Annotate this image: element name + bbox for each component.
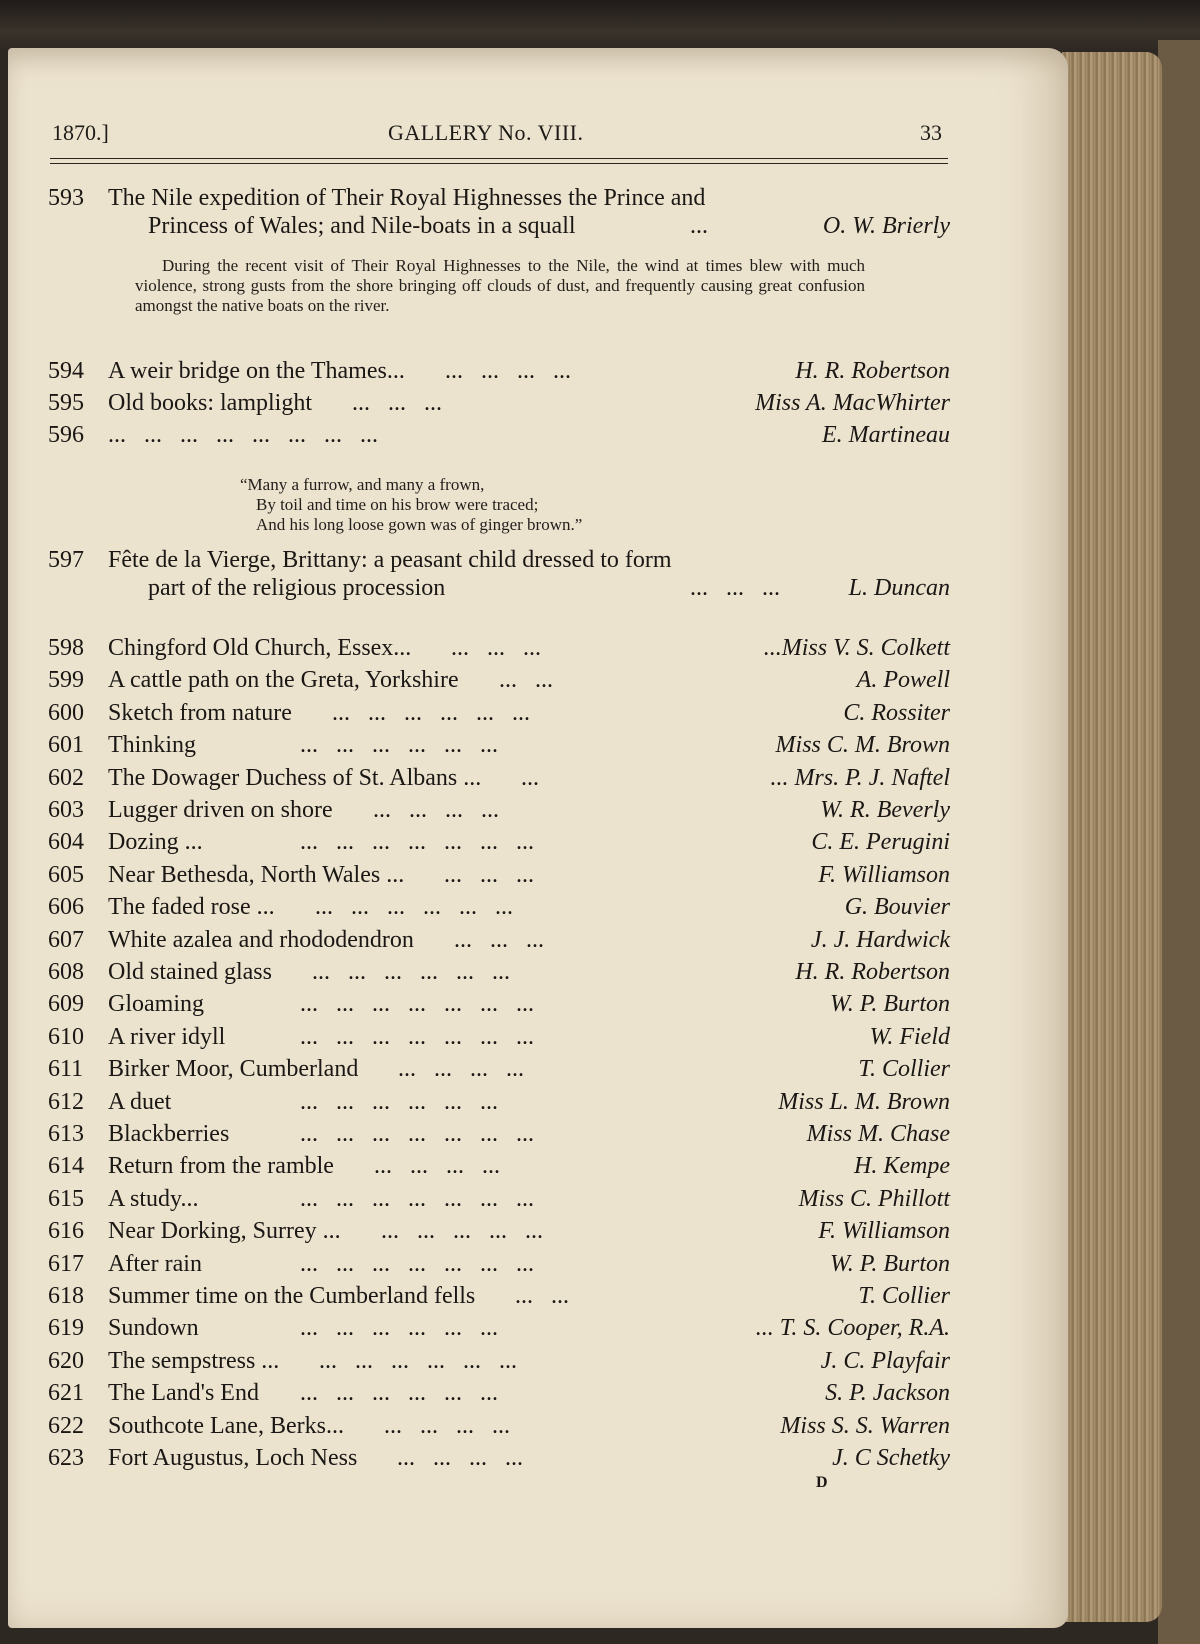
leader-dots: ... ... ... ... (374, 1153, 500, 1180)
entry-artist: F. Williamson (818, 1218, 950, 1245)
leader-dots: ... ... ... ... (398, 1056, 524, 1083)
page-number: 33 (920, 120, 942, 145)
entry-title: Sundown (108, 1315, 199, 1342)
entry-608 (0, 959, 1060, 991)
entry-number: 607 (48, 926, 84, 953)
leader-dots: ... ... ... ... ... ... ... (300, 1185, 534, 1212)
entry-number: 617 (48, 1250, 84, 1277)
entry-number: 613 (48, 1121, 84, 1147)
entry-number: 610 (48, 1023, 84, 1050)
entry-title: Near Dorking, Surrey ... (108, 1218, 341, 1245)
leader-dots: ... ... ... ... ... ... ... (300, 991, 534, 1018)
signature-mark: D (816, 1474, 828, 1491)
leader-dots: ... ... ... ... (373, 797, 499, 823)
entry-606 (0, 894, 1060, 926)
entry-599 (0, 667, 1060, 699)
leader-dots: ... ... ... (690, 575, 780, 601)
entry-title: A study... (108, 1185, 199, 1212)
entry-title: Near Bethesda, North Wales ... (108, 861, 405, 888)
entry-artist: W. P. Burton (829, 1250, 950, 1277)
entry-title: White azalea and rhododendron (108, 926, 414, 953)
verse-line: And his long loose gown was of ginger brown.” (256, 515, 583, 534)
entry-title: Summer time on the Cumberland fells (108, 1283, 476, 1309)
leader-dots: ... ... ... ... ... ... (312, 959, 510, 985)
entry-artist: E. Martineau (822, 422, 950, 448)
entry-artist: H. R. Robertson (795, 959, 950, 985)
entry-title: The faded rose ... (108, 894, 275, 921)
entry-number: 618 (48, 1283, 84, 1309)
entry-title: The Dowager Duchess of St. Albans ... (108, 764, 482, 791)
entry-title: Lugger driven on shore (108, 797, 333, 823)
running-head-year: 1870.] (52, 120, 109, 145)
entry-title: Return from the ramble (108, 1153, 334, 1180)
entry-artist: Miss A. MacWhirter (755, 390, 950, 416)
entry-number: 593 (48, 185, 84, 211)
entry-artist: ...Miss V. S. Colkett (763, 635, 950, 661)
entry-title: Dozing ... (108, 829, 203, 856)
leader-dots: ... ... ... (444, 861, 534, 888)
entry-619 (0, 1315, 1060, 1347)
entry-605 (0, 862, 1060, 894)
book-cover-edge (1158, 40, 1200, 1644)
entry-621 (0, 1380, 1060, 1412)
entry-596-verse (240, 475, 800, 535)
entry-number: 599 (48, 667, 84, 694)
entry-artist: O. W. Brierly (822, 213, 950, 239)
entry-number: 598 (48, 635, 84, 661)
entry-number: 600 (48, 699, 84, 726)
leader-dots: ... ... ... ... ... ... (332, 699, 530, 726)
entry-artist: ... Mrs. P. J. Naftel (770, 764, 950, 791)
entry-number: 604 (48, 829, 84, 856)
entry-artist: W. Field (869, 1023, 950, 1050)
running-head-title: GALLERY No. VIII. (388, 120, 584, 145)
entry-602 (0, 765, 1060, 797)
entry-600 (0, 700, 1060, 732)
entry-artist: Miss C. Phillott (798, 1185, 950, 1212)
entry-title: Fête de la Vierge, Brittany: a peasant child dressed to form (108, 547, 672, 573)
entry-title: Blackberries (108, 1121, 230, 1147)
entry-title: ... ... ... ... ... ... ... ... (108, 422, 378, 448)
entry-number: 619 (48, 1315, 84, 1342)
entry-artist: L. Duncan (848, 575, 950, 601)
entry-number: 605 (48, 861, 84, 888)
entry-title: Birker Moor, Cumberland (108, 1056, 359, 1083)
leader-dots: ... ... ... ... ... ... (300, 1380, 498, 1407)
entry-artist: J. C. Playfair (820, 1347, 950, 1374)
entry-artist: W. P. Burton (829, 991, 950, 1018)
entry-number: 595 (48, 390, 84, 416)
entry-622 (0, 1413, 1060, 1445)
entry-number: 606 (48, 894, 84, 921)
entry-title: A river idyll (108, 1023, 226, 1050)
entry-artist: Miss C. M. Brown (775, 732, 950, 759)
entry-618 (0, 1283, 1060, 1315)
entry-title: The Nile expedition of Their Royal Highnesses the Prince and (108, 185, 706, 211)
leader-dots: ... ... ... ... (397, 1445, 523, 1471)
entry-title: Thinking (108, 732, 196, 759)
entry-artist: F. Williamson (818, 861, 950, 888)
entry-number: 608 (48, 959, 84, 985)
header-rule-upper (50, 158, 948, 159)
entry-597-continuation (0, 575, 1060, 607)
entry-title: The sempstress ... (108, 1347, 280, 1374)
entry-603 (0, 797, 1060, 829)
entry-artist: S. P. Jackson (825, 1380, 950, 1407)
entry-number: 597 (48, 547, 84, 573)
entry-artist: H. Kempe (854, 1153, 950, 1180)
entry-title: Old books: lamplight (108, 390, 312, 416)
entry-number: 609 (48, 991, 84, 1018)
entry-number: 611 (48, 1056, 84, 1083)
entry-title: A weir bridge on the Thames... (108, 358, 405, 384)
entry-number: 615 (48, 1185, 84, 1212)
entry-artist: J. J. Hardwick (810, 926, 950, 953)
entry-number: 620 (48, 1347, 84, 1374)
entry-601 (0, 732, 1060, 764)
leader-dots: ... (690, 213, 708, 239)
entry-artist: Miss S. S. Warren (780, 1412, 950, 1439)
verse-line: “Many a furrow, and many a frown, (240, 475, 485, 494)
entry-artist: C. Rossiter (843, 699, 950, 726)
entry-title: Fort Augustus, Loch Ness (108, 1445, 358, 1471)
entry-number: 596 (48, 422, 84, 448)
entry-title: Southcote Lane, Berks... (108, 1412, 344, 1439)
leader-dots: ... ... ... ... ... (381, 1218, 543, 1245)
leader-dots: ... ... ... ... ... ... ... (300, 829, 534, 856)
entry-611 (0, 1056, 1060, 1088)
entry-613 (0, 1121, 1060, 1153)
entry-number: 603 (48, 797, 84, 823)
entry-artist: ... T. S. Cooper, R.A. (755, 1315, 950, 1342)
entry-614 (0, 1153, 1060, 1185)
entry-number: 594 (48, 358, 84, 384)
entry-title: After rain (108, 1250, 202, 1277)
entry-604 (0, 829, 1060, 861)
leader-dots: ... ... ... ... ... ... ... (300, 1023, 534, 1050)
entry-artist: Miss L. M. Brown (778, 1088, 950, 1115)
header-rule-lower (50, 163, 948, 164)
entry-number: 616 (48, 1218, 84, 1245)
page-edges (1062, 52, 1162, 1622)
entry-620 (0, 1348, 1060, 1380)
entry-artist: H. R. Robertson (795, 358, 950, 384)
entry-number: 614 (48, 1153, 84, 1180)
leader-dots: ... ... ... (352, 390, 442, 416)
entry-609 (0, 991, 1060, 1023)
verse-line: By toil and time on his brow were traced; (256, 495, 539, 514)
entry-615 (0, 1186, 1060, 1218)
entry-artist: G. Bouvier (844, 894, 950, 921)
leader-dots: ... ... (515, 1283, 569, 1309)
entry-617 (0, 1251, 1060, 1283)
entry-artist: C. E. Perugini (811, 829, 950, 856)
leader-dots: ... ... ... ... ... ... (300, 1315, 498, 1342)
entry-number: 622 (48, 1412, 84, 1439)
entry-623 (0, 1445, 1060, 1477)
entry-title: A duet (108, 1088, 172, 1115)
entry-title: Chingford Old Church, Essex... (108, 635, 412, 661)
entry-artist: W. R. Beverly (820, 797, 950, 823)
book-binding-top (0, 0, 1200, 52)
leader-dots: ... ... ... ... ... ... (319, 1347, 517, 1374)
entry-number: 621 (48, 1380, 84, 1407)
entry-616 (0, 1218, 1060, 1250)
leader-dots: ... ... ... ... ... ... ... (300, 1121, 534, 1147)
entry-title-continuation: Princess of Wales; and Nile-boats in a squall (148, 213, 576, 239)
leader-dots: ... ... ... (451, 635, 541, 661)
leader-dots: ... (521, 764, 539, 791)
leader-dots: ... ... ... (454, 926, 544, 953)
entry-596 (0, 422, 1060, 454)
entry-593-note: During the recent visit of Their Royal Highnesses to the Nile, the wind at times blew with much violence, strong gusts from the shore bringing off clouds of dust, and frequently causing great confusion amongst the native boats on the river. (135, 256, 865, 315)
entry-612 (0, 1089, 1060, 1121)
entry-artist: T. Collier (858, 1056, 950, 1083)
entry-number: 602 (48, 764, 84, 791)
leader-dots: ... ... ... ... ... ... (300, 1088, 498, 1115)
entry-title: Old stained glass (108, 959, 272, 985)
entry-artist: T. Collier (858, 1283, 950, 1309)
leader-dots: ... ... ... ... (445, 358, 571, 384)
entry-594 (0, 358, 1060, 390)
leader-dots: ... ... ... ... ... ... (315, 894, 513, 921)
entry-artist: J. C Schetky (832, 1445, 950, 1471)
entry-610 (0, 1024, 1060, 1056)
entry-title: The Land's End (108, 1380, 259, 1407)
entry-artist: A. Powell (856, 667, 950, 694)
leader-dots: ... ... (499, 667, 553, 694)
entry-artist: Miss M. Chase (806, 1121, 950, 1147)
entry-607 (0, 927, 1060, 959)
entry-title-continuation: part of the religious procession (148, 575, 446, 601)
leader-dots: ... ... ... ... (384, 1412, 510, 1439)
entry-number: 623 (48, 1445, 84, 1471)
leader-dots: ... ... ... ... ... ... (300, 732, 498, 759)
entry-598 (0, 635, 1060, 667)
entry-number: 601 (48, 732, 84, 759)
entry-title: Sketch from nature (108, 699, 292, 726)
entry-number: 612 (48, 1088, 84, 1115)
leader-dots: ... ... ... ... ... ... ... (300, 1250, 534, 1277)
entry-595 (0, 390, 1060, 422)
entry-593-continuation (0, 213, 1060, 245)
entry-title: A cattle path on the Greta, Yorkshire (108, 667, 459, 694)
entry-title: Gloaming (108, 991, 204, 1018)
